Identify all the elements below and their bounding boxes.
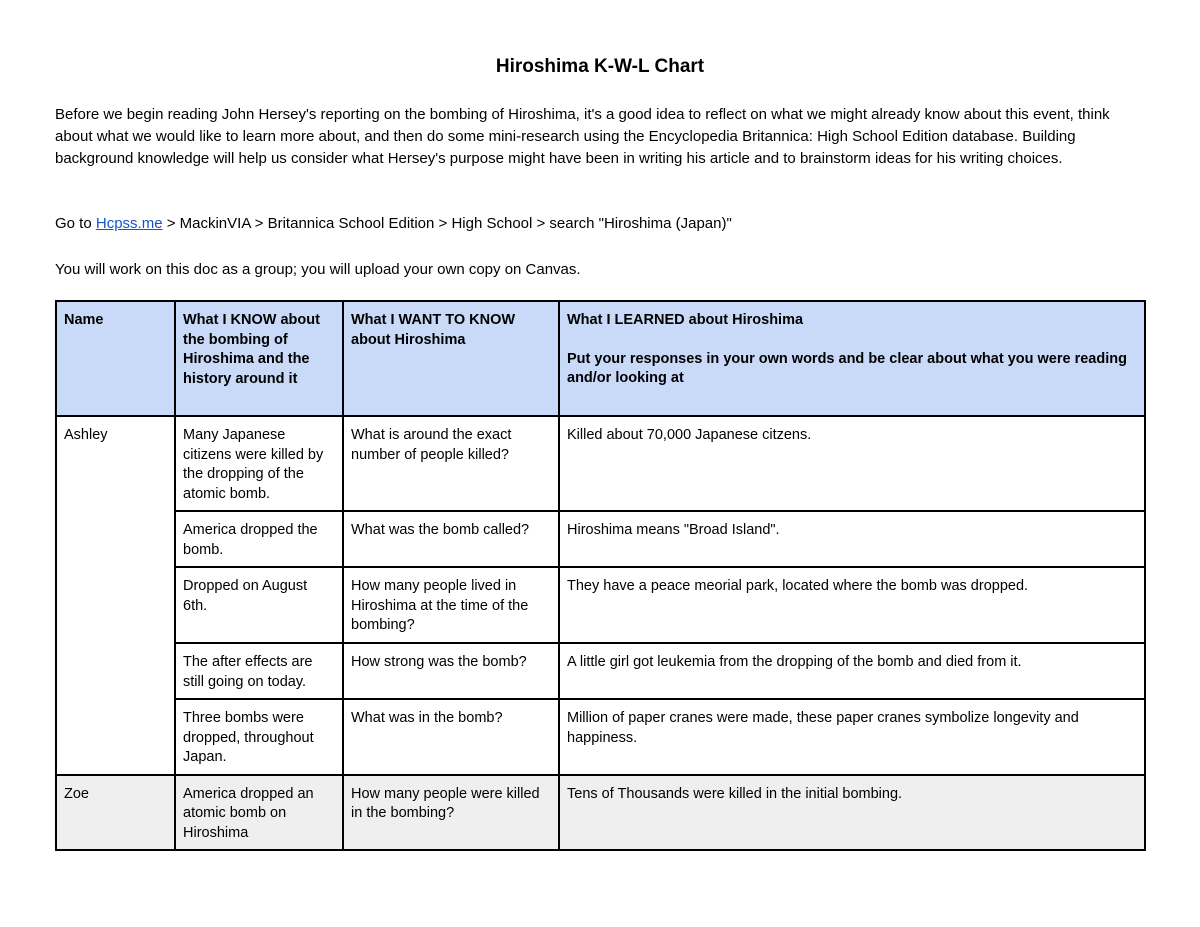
table-row — [56, 699, 1145, 775]
student-name-cell[interactable]: Zoe — [56, 775, 175, 851]
intro-paragraph: Before we begin reading John Hersey's reporting on the bombing of Hiroshima, it's a good idea to reflect on what we might already know about this event, think about what we would like to learn more about, and then do some mini-research using the Encyclopedia Britannica: High School Edition database. Building background knowledge will help us consider what Hersey's purpose might have been in writing his article and to brainstorm ideas for his writing choices. — [55, 106, 1110, 167]
goto-path: > MackinVIA > Britannica School Edition > High School > search "Hiroshima (Japan)" — [162, 215, 732, 232]
table-row — [56, 643, 1145, 699]
goto-prefix: Go to — [55, 215, 96, 232]
learned-cell[interactable]: Killed about 70,000 Japanese citzens. — [559, 416, 1145, 511]
table-row — [56, 775, 1145, 851]
upload-note: You will work on this doc as a group; you will upload your own copy on Canvas. — [55, 261, 581, 278]
hcpss-link[interactable]: Hcpss.me — [95, 215, 163, 232]
instructions-paragraph — [55, 213, 1145, 235]
learned-cell[interactable]: They have a peace meorial park, located where the bomb was dropped. — [559, 567, 1145, 643]
header-learned-title: What I LEARNED about Hiroshima — [567, 312, 804, 328]
know-cell[interactable]: Three bombs were dropped, throughout Japan. — [175, 699, 343, 775]
learned-cell[interactable]: Hiroshima means "Broad Island". — [559, 511, 1145, 567]
want-cell[interactable]: What was the bomb called? — [343, 511, 559, 567]
want-cell[interactable]: How many people were killed in the bombing? — [343, 775, 559, 851]
want-cell[interactable]: How strong was the bomb? — [343, 643, 559, 699]
table-row — [56, 416, 1145, 511]
know-cell[interactable]: Many Japanese citizens were killed by the dropping of the atomic bomb. — [175, 416, 343, 511]
table-row — [56, 567, 1145, 643]
header-name: Name — [56, 301, 175, 416]
header-know: What I KNOW about the bombing of Hiroshima and the history around it — [175, 301, 343, 416]
student-name-cell[interactable]: Ashley — [56, 416, 175, 775]
kwl-table — [55, 300, 1146, 851]
want-cell[interactable]: What is around the exact number of people killed? — [343, 416, 559, 511]
know-cell[interactable]: The after effects are still going on today. — [175, 643, 343, 699]
table-row — [56, 511, 1145, 567]
want-cell[interactable]: How many people lived in Hiroshima at the time of the bombing? — [343, 567, 559, 643]
know-cell[interactable]: Dropped on August 6th. — [175, 567, 343, 643]
header-learned-subtitle: Put your responses in your own words and be clear about what you were reading and/or looking at — [567, 350, 1127, 386]
know-cell[interactable]: America dropped the bomb. — [175, 511, 343, 567]
know-cell[interactable]: America dropped an atomic bomb on Hiroshima — [175, 775, 343, 851]
learned-cell[interactable]: A little girl got leukemia from the dropping of the bomb and died from it. — [559, 643, 1145, 699]
want-cell[interactable]: What was in the bomb? — [343, 699, 559, 775]
table-header-row — [56, 301, 1145, 416]
learned-cell[interactable]: Tens of Thousands were killed in the initial bombing. — [559, 775, 1145, 851]
header-learned — [559, 301, 1145, 416]
header-want: What I WANT TO KNOW about Hiroshima — [343, 301, 559, 416]
page-title: Hiroshima K-W-L Chart — [495, 56, 705, 77]
learned-cell[interactable]: Million of paper cranes were made, these paper cranes symbolize longevity and happiness. — [559, 699, 1145, 775]
